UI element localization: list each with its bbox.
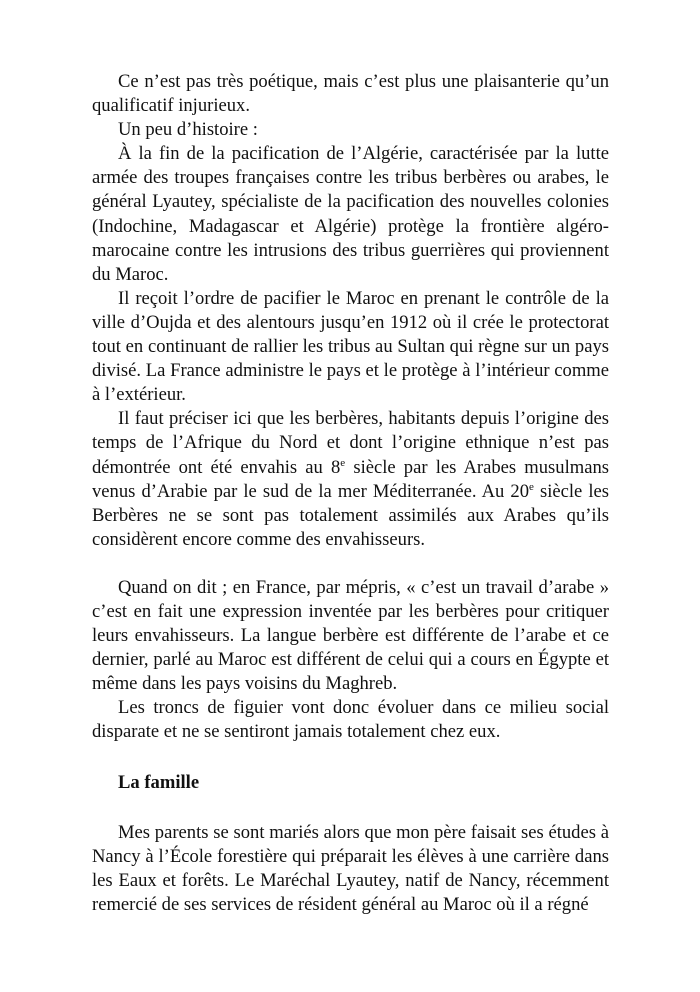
paragraph-2: Un peu d’histoire : xyxy=(118,119,258,141)
document-page xyxy=(92,70,609,917)
paragraph-5-part-1: Il faut préciser ici que les berbères, habitants depuis l’origine des temps de l’Afrique du Nord et dont l’origine ethnique n’est pas démontrée ont été envahis au 8 xyxy=(92,408,609,478)
heading-spacer-top xyxy=(92,745,609,771)
heading-spacer-bottom xyxy=(92,795,609,821)
paragraph-3: À la fin de la pacification de l’Algérie, caractérisée par la lutte armée des troupes françaises contre les tribus berbères ou arabes, le général Lyautey, spécialiste de la pacification des nouvelles colonies (Indochine, Madagascar et Algérie) protège la frontière algéro-marocaine contre les intrusions des tribus guerrières qui proviennent du Maroc. xyxy=(92,143,609,285)
paragraph-6: Quand on dit ; en France, par mépris, « c’est un travail d’arabe » c’est en fait une expression inventée par les berbères pour critiquer leurs envahisseurs. La langue berbère est différente de l’arabe et ce dernier, parlé au Maroc est différent de celui qui a cours en Égypte et même dans les pays voisins du Maghreb. xyxy=(92,576,609,695)
paragraph-8: Mes parents se sont mariés alors que mon père faisait ses études à Nancy à l’École forestière qui préparait les élèves à une carrière dans les Eaux et forêts. Le Maréchal Lyautey, natif de Nancy, récemment remercié de ses services de résident général au Maroc où il a régné xyxy=(92,821,609,915)
paragraph-1: Ce n’est pas très poétique, mais c’est plus une plaisanterie qu’un qualificatif injurieux. xyxy=(92,71,609,117)
paragraph-5 xyxy=(92,407,609,552)
superscript-e-1: e xyxy=(340,456,346,469)
paragraph-7: Les troncs de figuier vont donc évoluer dans ce milieu social disparate et ne se sentiront jamais totalement chez eux. xyxy=(92,697,609,743)
paragraph-5-part-3: siècle les Berbères ne se sont pas totalement assimilés aux Arabes qu’ils considèrent encore comme des envahisseurs. xyxy=(92,480,609,550)
section-heading: La famille xyxy=(118,771,200,793)
paragraph-5-part-2: siècle par les Arabes musulmans venus d’Arabie par le sud de la mer Méditerranée. Au 20 xyxy=(92,456,609,502)
paragraph-4: Il reçoit l’ordre de pacifier le Maroc en prenant le contrôle de la ville d’Oujda et des alentours jusqu’en 1912 où il crée le protectorat tout en continuant de rallier les tribus au Sultan qui règne sur un pays divisé. La France administre le pays et le protège à l’intérieur comme à l’extérieur. xyxy=(92,287,609,406)
paragraph-spacer xyxy=(92,552,609,576)
superscript-e-2: e xyxy=(529,480,534,493)
